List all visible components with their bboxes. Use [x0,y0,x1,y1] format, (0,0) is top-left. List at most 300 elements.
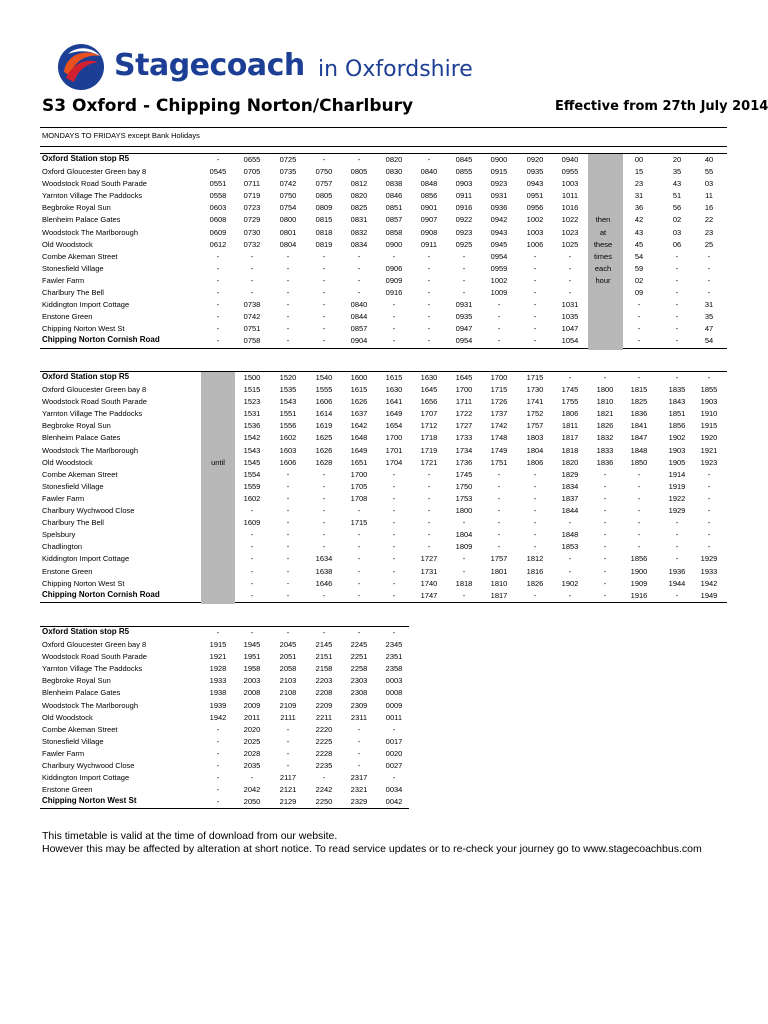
stop-name: Spelsbury [42,530,76,540]
departure-time: 0858 [385,227,403,237]
departure-time: - [427,324,431,334]
stagecoach-logo [56,40,473,96]
stop-name: Enstone Green [42,785,93,795]
departure-time: 1826 [596,421,614,431]
departure-time: 0834 [350,239,368,249]
departure-time: 1555 [315,385,333,395]
departure-time: - [250,566,254,576]
departure-time: - [533,590,537,600]
departure-time: 1834 [561,481,579,491]
stop-name: Begbroke Royal Sun [42,676,111,686]
departure-time: 2209 [315,700,333,710]
departure-time: 1554 [243,469,261,479]
departure-time: 0738 [243,300,261,310]
stop-name: Kiddington Import Cottage [42,300,130,310]
departure-time: 1843 [668,397,686,407]
departure-time: 2351 [385,652,403,662]
departure-time: 0820 [350,191,368,201]
departure-time: 1752 [526,409,544,419]
departure-time: 2109 [279,700,297,710]
departure-time: - [286,263,290,273]
departure-time: - [392,518,396,528]
departure-time: 0757 [315,179,333,189]
departure-time: 23 [634,179,644,189]
stop-name: Woodstock The Marlborough [42,445,139,455]
departure-time: 1700 [350,469,368,479]
departure-time: - [392,590,396,600]
departure-time: 0907 [420,215,438,225]
departure-time: 2345 [385,640,403,650]
departure-time: - [707,263,711,273]
departure-time: - [497,542,501,552]
timetable-row [40,263,727,275]
timetable-row [40,202,727,214]
departure-time: - [286,590,290,600]
departure-time: - [392,300,396,310]
timetable-row [40,700,409,712]
departure-time: 1054 [561,336,579,346]
departure-time: 1718 [420,433,438,443]
departure-time: 1753 [455,493,473,503]
departure-time: 0901 [420,203,438,213]
departure-time: 2203 [315,676,333,686]
departure-time: - [357,263,361,273]
departure-time: 1531 [243,409,261,419]
departure-time: 0855 [455,167,473,177]
departure-time: - [675,518,679,528]
departure-time: - [357,155,361,164]
departure-time: 0908 [420,227,438,237]
departure-time: 2035 [243,761,261,771]
timetable-row [40,432,727,444]
departure-time: 0931 [455,300,473,310]
departure-time: - [357,736,361,746]
departure-time: - [286,736,290,746]
departure-time: 1847 [630,433,648,443]
departure-time: - [603,481,607,491]
departure-time: - [286,251,290,261]
departure-time: 1755 [561,397,579,407]
departure-time: - [250,506,254,516]
departure-time: 0805 [315,191,333,201]
departure-time: - [637,312,641,322]
departure-time: 0900 [385,239,403,249]
departure-time: 02 [634,275,644,285]
departure-time: 1649 [385,409,403,419]
departure-time: 0955 [561,167,579,177]
note-text: these [593,239,613,249]
departure-time: 1615 [385,373,403,382]
stop-name: Chadlington [42,542,83,552]
departure-time: 0730 [243,227,261,237]
departure-time: 1920 [700,433,718,443]
departure-time: - [286,566,290,576]
departure-time: - [533,481,537,491]
departure-time: - [568,275,572,285]
departure-time: 1700 [455,385,473,395]
timetable-row [40,663,409,675]
departure-time: - [392,493,396,503]
departure-time: 0027 [385,761,403,771]
departure-time: - [286,518,290,528]
departure-time: - [216,251,220,261]
departure-time: - [322,288,326,298]
departure-time: - [322,493,326,503]
departure-time: 1741 [526,397,544,407]
departure-time: 0017 [385,736,403,746]
departure-time: - [286,481,290,491]
departure-time: 1002 [526,215,544,225]
departure-time: 2011 [243,712,261,722]
stop-name: Combe Akeman Street [42,469,118,479]
departure-time: 1818 [561,445,579,455]
departure-time: - [603,554,607,564]
timetable-row [40,541,727,553]
stop-name: Stonesfield Village [42,263,104,273]
departure-time: 0758 [243,336,261,346]
timetable-afternoon [40,371,727,603]
departure-time: - [427,493,431,503]
departure-time: 0042 [385,797,403,807]
departure-time: - [216,797,220,807]
departure-time: 59 [634,263,644,273]
departure-time: - [250,590,254,600]
departure-time: - [497,518,501,528]
departure-time: - [603,373,607,382]
departure-time: 2050 [243,797,261,807]
departure-time: 1903 [668,445,686,455]
departure-time: - [216,336,220,346]
departure-time: 1035 [561,312,579,322]
stop-name: Oxford Station stop R5 [42,627,130,636]
departure-time: 0844 [350,312,368,322]
departure-time: - [322,155,326,164]
departure-time: - [462,518,466,528]
departure-time: 0840 [420,167,438,177]
departure-time: 0916 [385,288,403,298]
departure-time: 1821 [596,409,614,419]
stop-name: Charlbury Wychwood Close [42,506,135,516]
departure-time: - [427,251,431,261]
departure-time: 0754 [279,203,297,213]
timetable-row [40,396,727,408]
timetable-row [40,553,727,565]
departure-time: - [392,628,396,637]
stop-name: Kiddington Import Cottage [42,554,130,564]
departure-time: 1025 [561,239,579,249]
departure-time: 1806 [561,409,579,419]
departure-time: - [603,530,607,540]
departure-time: - [286,724,290,734]
departure-time: 1646 [315,578,333,588]
departure-time: 1614 [315,409,333,419]
departure-time: 1933 [700,566,718,576]
departure-time: - [216,300,220,310]
timetable-row [40,675,409,687]
departure-time: 0900 [490,155,508,164]
departure-time: 1542 [243,433,261,443]
timetable-row [40,651,409,663]
departure-time: 1745 [561,385,579,395]
departure-time: 0545 [209,167,227,177]
departure-time: - [568,288,572,298]
timetable-row [40,627,409,639]
departure-time: 2235 [315,761,333,771]
departure-time: 0609 [209,227,227,237]
departure-time: 1740 [420,578,438,588]
departure-time: 1006 [526,239,544,249]
departure-time: 2317 [350,773,368,783]
departure-time: 1540 [315,373,333,382]
departure-time: - [357,724,361,734]
departure-time: - [603,493,607,503]
departure-time: - [250,288,254,298]
departure-time: 2108 [279,688,297,698]
departure-time: 1915 [209,640,227,650]
departure-time: 1545 [243,457,261,467]
timetable-row [40,784,409,796]
departure-time: 1939 [209,700,227,710]
stop-name: Charlbury The Bell [42,288,104,298]
stop-name: Woodstock The Marlborough [42,700,139,710]
departure-time: - [533,275,537,285]
departure-time: 03 [704,179,714,189]
stop-name: Blenheim Palace Gates [42,688,121,698]
departure-time: - [357,628,361,637]
departure-time: 1929 [668,506,686,516]
departure-time: - [427,518,431,528]
departure-time: 0943 [490,227,508,237]
timetable-row [40,166,727,178]
departure-time: 54 [704,336,714,346]
departure-time: 1803 [526,433,544,443]
departure-time: 0904 [350,336,368,346]
departure-time: - [216,748,220,758]
departure-time: 0805 [350,167,368,177]
departure-time: 1615 [350,385,368,395]
departure-time: - [286,628,290,637]
stop-name: Chipping Norton West St [42,578,125,588]
timetable-row [40,190,727,202]
note-text: hour [595,275,611,285]
departure-time: - [533,324,537,334]
departure-time: 1023 [561,227,579,237]
departure-time: 2117 [279,773,297,783]
departure-time: 1757 [526,421,544,431]
departure-time: 35 [704,312,714,322]
departure-time: - [250,554,254,564]
departure-time: 1835 [668,385,686,395]
departure-time: 1902 [561,578,579,588]
departure-time: - [707,493,711,503]
departure-time: - [250,263,254,273]
departure-time: 1815 [630,385,648,395]
departure-time: 1826 [526,578,544,588]
departure-time: 1910 [700,409,718,419]
departure-time: 1829 [561,469,579,479]
departure-time: 1715 [490,385,508,395]
departure-time: 0832 [350,227,368,237]
departure-time: 0848 [420,179,438,189]
departure-time: 1816 [526,566,544,576]
departure-time: 0818 [315,227,333,237]
departure-time: - [322,251,326,261]
departure-time: - [603,590,607,600]
departure-time: 03 [672,227,682,237]
departure-time: - [427,155,431,164]
departure-time: 1942 [700,578,718,588]
timetable-row [40,275,727,287]
stop-name: Combe Akeman Street [42,251,118,261]
departure-time: 1626 [315,445,333,455]
departure-time: - [427,542,431,552]
departure-time: - [427,469,431,479]
departure-time: 1515 [243,385,261,395]
departure-time: 1902 [668,433,686,443]
timetable-row [40,408,727,420]
departure-time: 1853 [561,542,579,552]
timetable-row [40,590,727,602]
departure-time: - [427,481,431,491]
departure-time: - [637,542,641,552]
departure-time: - [322,530,326,540]
departure-time: 1903 [700,397,718,407]
departure-time: - [392,566,396,576]
departure-time: - [462,263,466,273]
departure-time: 11 [705,191,713,201]
timetable-row [40,772,409,784]
departure-time: - [322,300,326,310]
stop-name: Charlbury The Bell [42,518,104,528]
departure-time: - [427,336,431,346]
timetable-row [40,384,727,396]
departure-time: 0735 [279,167,297,177]
departure-time: 1638 [315,566,333,576]
departure-time: 1551 [279,409,297,419]
departure-time: 0603 [209,203,227,213]
departure-time: 55 [704,167,714,177]
departure-time: - [357,542,361,552]
departure-time: - [392,773,396,783]
departure-time: 42 [634,215,644,225]
departure-time: - [250,251,254,261]
departure-time: - [707,373,711,382]
departure-time: - [675,324,679,334]
departure-time: - [216,275,220,285]
stop-name: Enstone Green [42,312,93,322]
departure-time: 1922 [668,493,686,503]
departure-time: 2121 [279,785,297,795]
departure-time: - [462,288,466,298]
departure-time: 1919 [668,481,686,491]
departure-time: - [250,542,254,552]
departure-time: 1900 [630,566,648,576]
departure-time: - [497,481,501,491]
departure-time: - [216,736,220,746]
departure-time: 0846 [385,191,403,201]
timetable-row [40,214,727,226]
departure-time: 1747 [420,590,438,600]
departure-time: 1602 [243,493,261,503]
departure-time: 1705 [350,481,368,491]
departure-time: 0009 [385,700,403,710]
departure-time: 2228 [315,748,333,758]
departure-time: 1936 [668,566,686,576]
stop-name: Combe Akeman Street [42,724,118,734]
departure-time: - [675,288,679,298]
departure-time: 1742 [490,421,508,431]
timetable-row [40,481,727,493]
departure-time: 1031 [561,300,579,310]
departure-time: 15 [634,167,644,177]
departure-time: - [568,590,572,600]
departure-time: - [286,554,290,564]
departure-time: 1748 [490,433,508,443]
departure-time: 1749 [490,445,508,455]
departure-time: - [427,275,431,285]
departure-time: 20 [672,155,682,164]
departure-time: - [392,578,396,588]
departure-time: 1536 [243,421,261,431]
departure-time: 1800 [455,506,473,516]
departure-time: 0751 [243,324,261,334]
departure-time: - [637,324,641,334]
departure-time: 1721 [420,457,438,467]
departure-time: - [603,566,607,576]
departure-time: - [216,773,220,783]
departure-time: - [675,275,679,285]
departure-time: 0931 [490,191,508,201]
departure-time: - [497,530,501,540]
departure-time: 1707 [420,409,438,419]
departure-time: 2208 [315,688,333,698]
timetable-row [40,457,727,469]
departure-time: 0942 [490,215,508,225]
note-text: each [594,263,612,273]
stop-name: Kiddington Import Cottage [42,773,130,783]
departure-time: - [462,566,466,576]
departure-time: 0943 [526,179,544,189]
departure-time: - [250,628,254,637]
timetable-row [40,736,409,748]
departure-time: 1003 [526,227,544,237]
departure-time: 0923 [455,227,473,237]
stop-name: Stonesfield Village [42,736,104,746]
departure-time: - [462,251,466,261]
departure-time: 1600 [350,373,368,382]
departure-time: - [533,312,537,322]
departure-time: 1850 [630,457,648,467]
departure-time: - [322,590,326,600]
departure-time: - [286,469,290,479]
departure-time: 1731 [420,566,438,576]
departure-time: - [533,336,537,346]
departure-time: 36 [634,203,644,213]
departure-time: 43 [634,227,644,237]
departure-time: - [392,542,396,552]
departure-time: 0034 [385,785,403,795]
departure-time: 0729 [243,215,261,225]
departure-time: 31 [634,191,644,201]
departure-time: 1730 [526,385,544,395]
departure-time: - [707,469,711,479]
departure-time: 0954 [490,251,508,261]
departure-time: 1806 [526,457,544,467]
departure-time: - [322,324,326,334]
departure-time: - [216,155,220,164]
timetable-row [40,517,727,529]
departure-time: 1809 [455,542,473,552]
